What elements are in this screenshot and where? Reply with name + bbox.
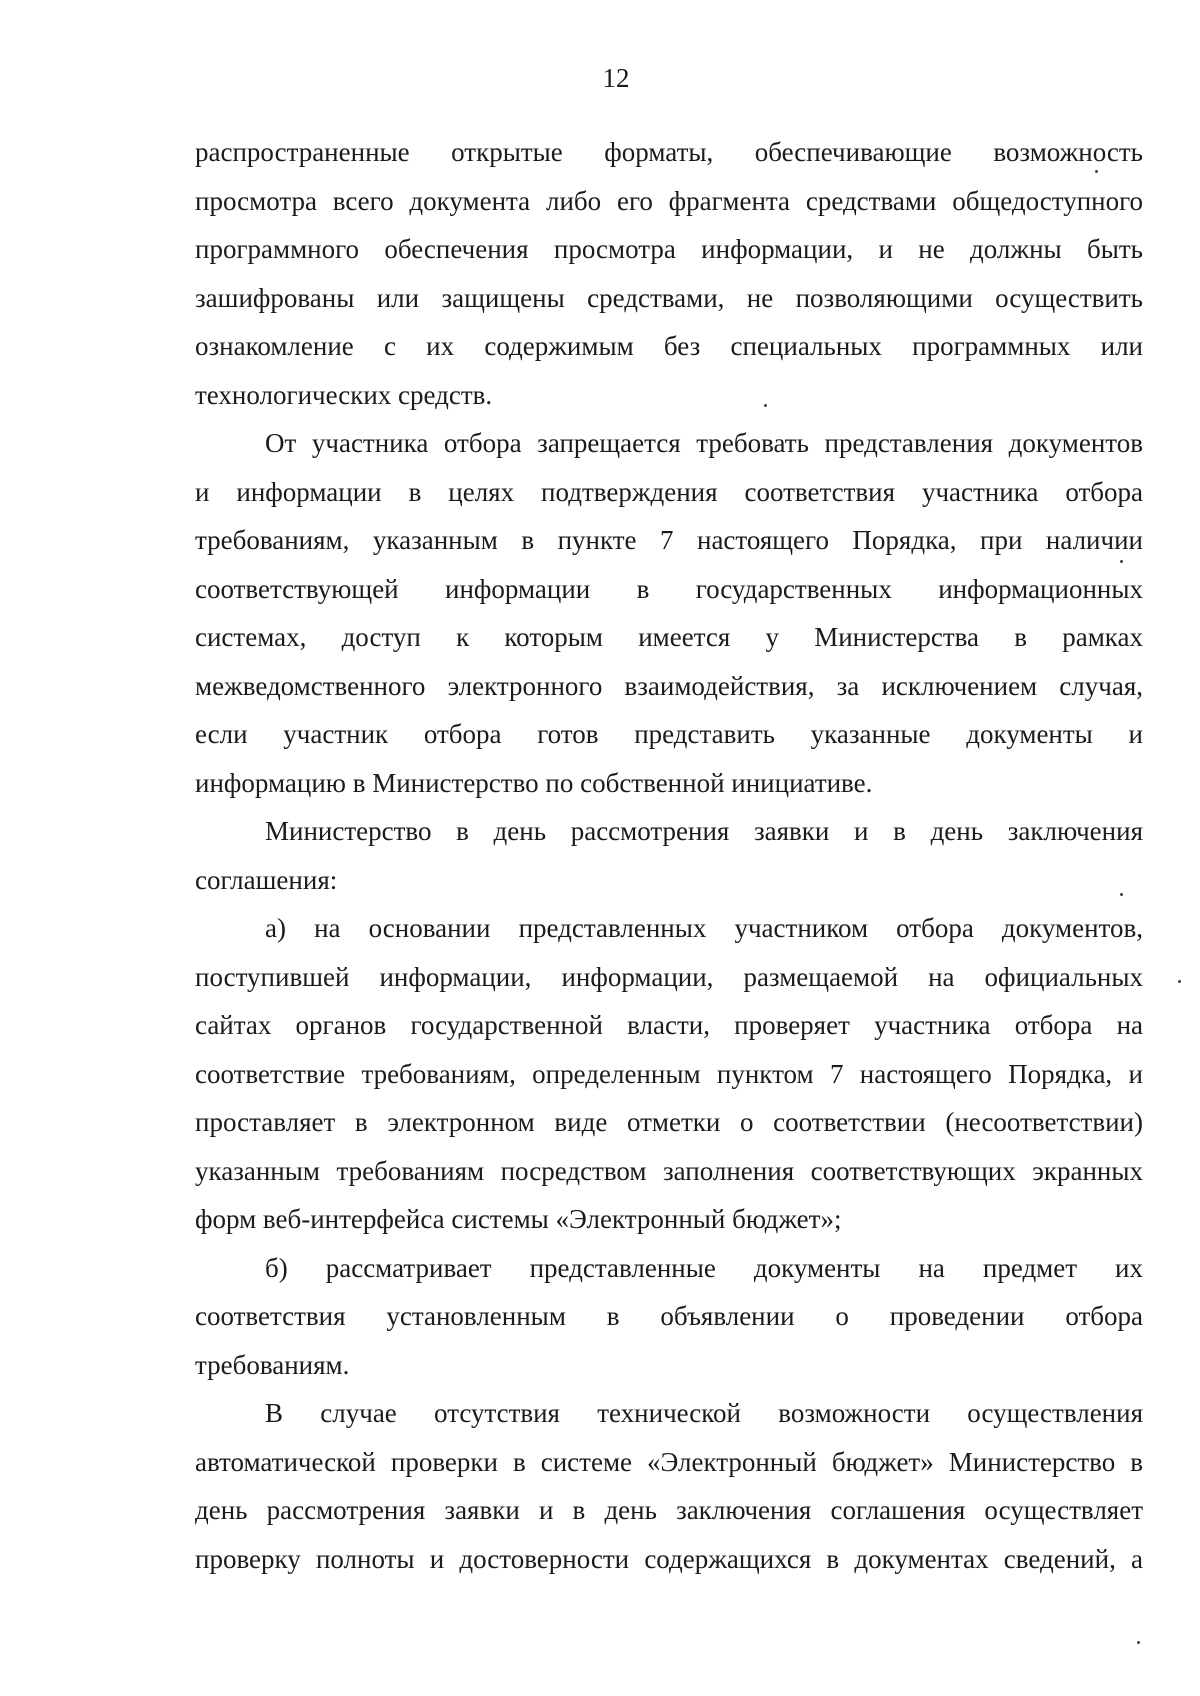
page-number: 12 [602,63,630,93]
text-line: автоматической проверки в системе «Электронный бюджет» Министерство в [195,1446,1143,1477]
paragraph [195,904,1143,1244]
text-line: если участник отбора готов представить указанные документы и [195,719,1143,749]
text-line: соглашения: [195,864,338,895]
text-line: межведомственного электронного взаимодействия, за исключением случая, [195,670,1143,701]
scan-speck [764,404,767,407]
paragraph [195,807,1143,904]
text-line: день рассмотрения заявки и в день заключения соглашения осуществляет [195,1495,1143,1525]
text-line: требованиям. [195,1349,350,1380]
text-line: От участника отбора запрещается требовать представления документов [265,428,1143,458]
text-line: форм веб-интерфейса системы «Электронный бюджет»; [195,1204,842,1234]
text-line: ознакомление с их содержимым без специальных программных или [195,331,1143,361]
scan-speck [1120,560,1123,563]
scan-speck [1178,980,1181,983]
text-line: программного обеспечения просмотра информации, и не должны быть [195,234,1143,264]
text-line: распространенные открытые форматы, обеспечивающие возможность [195,137,1143,167]
paragraph [195,1244,1143,1390]
text-line: просмотра всего документа либо его фрагмента средствами общедоступного [195,185,1143,216]
text-line: б) рассматривает представленные документы на предмет их [265,1252,1143,1283]
body-text [195,128,1143,1583]
text-line: технологических средств. [195,379,493,410]
paragraph [195,128,1143,419]
text-line: соответствие требованиям, определенным пунктом 7 настоящего Порядка, и [195,1058,1143,1089]
text-line: системах, доступ к которым имеется у Министерства в рамках [195,622,1143,652]
text-line: зашифрованы или защищены средствами, не позволяющими осуществить [195,282,1143,313]
text-line: указанным требованиям посредством заполнения соответствующих экранных [195,1155,1143,1186]
text-line: информацию в Министерство по собственной инициативе. [195,767,873,798]
text-line: сайтах органов государственной власти, проверяет участника отбора на [195,1010,1143,1040]
scan-speck [1137,1641,1140,1644]
text-line: а) на основании представленных участником отбора документов, [265,913,1143,943]
text-line: проставляет в электронном виде отметки о соответствии (несоответствии) [195,1107,1143,1137]
text-line: соответствующей информации в государственных информационных [195,573,1143,604]
text-line: В случае отсутствия технической возможности осуществления [265,1398,1143,1428]
text-line: Министерство в день рассмотрения заявки и в день заключения [265,816,1143,846]
scan-speck [1095,170,1098,173]
scan-speck [1120,893,1123,896]
text-line: требованиям, указанным в пункте 7 настоящего Порядка, при наличии [195,525,1143,555]
paragraph [195,1389,1143,1583]
text-line: поступившей информации, информации, размещаемой на официальных [195,961,1143,992]
text-line: и информации в целях подтверждения соответствия участника отбора [195,476,1143,507]
text-line: соответствия установленным в объявлении о проведении отбора [195,1301,1143,1331]
paragraph [195,419,1143,807]
text-line: проверку полноты и достоверности содержащихся в документах сведений, а [195,1543,1143,1574]
